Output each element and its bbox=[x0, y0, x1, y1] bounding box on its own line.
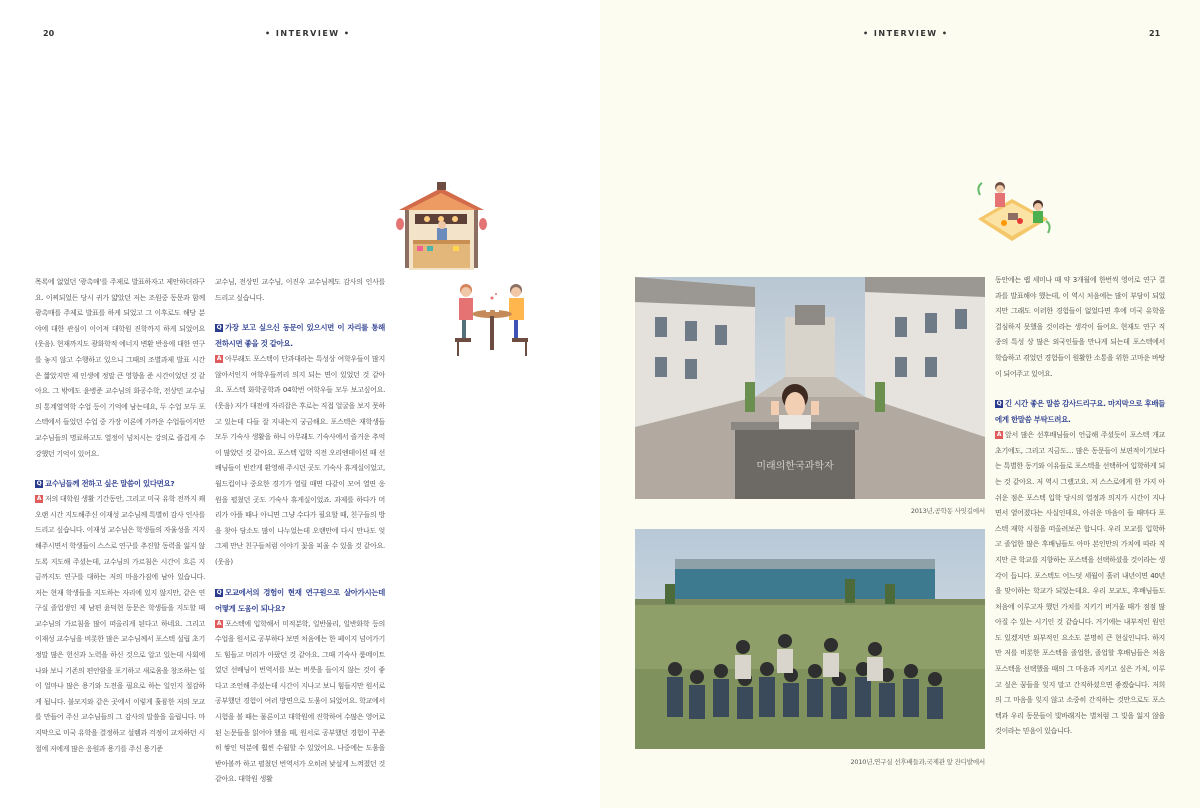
paragraph: 교수님, 전상민 교수님, 이진우 교수님께도 감사의 인사를 드리고 싶습니다. bbox=[215, 278, 385, 302]
left-column-1 bbox=[35, 275, 205, 757]
food-stall-illustration bbox=[393, 180, 490, 272]
right-column bbox=[995, 273, 1165, 740]
left-page-number: 20 bbox=[43, 29, 55, 38]
cafe-couple-illustration bbox=[452, 280, 534, 358]
answer-2 bbox=[215, 352, 385, 570]
question-text: 긴 시간 좋은 말씀 감사드리구요. 마지막으로 후배들에게 한말씀 부탁드려요. bbox=[995, 399, 1165, 425]
question-3 bbox=[215, 585, 385, 617]
picnic-illustration bbox=[970, 175, 1054, 249]
question-text: 모교에서의 경험이 현재 연구원으로 살아가시는데 어떻게 도움이 되나요? bbox=[215, 587, 385, 613]
answer-text: 아무래도 포스텍이 단과대라는 특성상 여학우들이 많지 않아서인지 여학우들끼리 의지 되는 면이 있었던 것 같아요. 포스텍 화학공학과 04학번 여학우들 모두 보고싶어요. (웃음) 저가 대전에 자리잡은 후로는 직접 얼굴을 보지 못하고 있는데 다들 잘 지내는지 궁금해요. 포스텍은 재학생들 모두 기숙사 생활을 하니 아무래도 기숙사에서 즐거운 추억이 많았던 것 같아요. 포스텍 입학 직전 오리엔테이션 때 선배님들이 빈칸게 환영해 주시던 곳도 기숙사 휴게실이었고, 월드컵이나 중요한 경기가 열릴 때면 다같이 모여 열띤 응원을 펼쳤던 곳도 기숙사 휴게실이었죠. 과제를 하다가 머리가 아플 때나 아니면 그냥 수다가 필요할 때, 친구들의 방을 찾아 담소도 많이 나누었는데 오랜만에 다시 만나도 엊그제 만난 친구들처럼 이야기 꽃을 피울 수 있을 것 같아요.(웃음) bbox=[215, 355, 385, 566]
answer-4 bbox=[995, 428, 1165, 740]
right-page-number: 21 bbox=[1149, 29, 1161, 38]
answer-text: 앞서 많은 선후배님들이 언급해 주셨듯이 포스텍 개교 초기에도, 그리고 지금도… 많은 동문들이 보편적이기보다는 특별한 동기와 이유들로 포스텍을 선택하여 입학하게 되는 것 같아요. 저 역시 그랬고요. 저 스스로에게 한 가지 아쉬운 점은 포스텍 입학 당시의 열정과 의지가 시간이 지나면서 옅어졌다는 사실인데요, 아쉬운 마음이 들 때마다 포스텍 재학 시절을 떠올려보곤 합니다. 우리 모교를 입학하고 졸업한 많은 후배님들도 아마 본인만의 가치에 따라 직지만 큰 학교를 지향하는 포스텍을 선택하셨을 것이라는 생각이 듭니다. 포스텍도 어느덧 세월이 흘러 내년이면 40년을 맞이하는 학교가 되었는데요. 우리 모교도, 후배님들도 처음에 이루고자 했던 가치를 지키기 버거울 때가 점점 많아질 수 있는 시기인 것 같습니다. 거기에는 내부적인 원인도 있겠지만 외부적인 요소도 분명히 큰 현실인니다. 하지만 저를 비롯한 포스텍을 졸업한, 졸업할 후배님들은 처음 포스텍을 선택했을 때의 그 마음과 지키고 싶은 가치, 이루고 싶은 꿈들을 잊지 말고 간직하셨으면 좋겠습니다. 저희의 그 마음을 잊지 않고 소중히 간직하는 것만으로도 포스텍과 우리 동문들이 빛바래지는 별처럼 그 빛을 잃지 않을 것이라는 믿음이 있습니다. bbox=[995, 431, 1165, 736]
question-4 bbox=[995, 396, 1165, 428]
plaque-text: 미래의한국과학자 bbox=[756, 461, 834, 472]
question-2 bbox=[215, 320, 385, 352]
question-mark-icon: Q bbox=[996, 400, 1002, 408]
campus-photo bbox=[635, 277, 985, 499]
answer-1 bbox=[35, 492, 205, 757]
right-header-label: • INTERVIEW • bbox=[863, 29, 949, 38]
group-photo bbox=[635, 529, 985, 749]
campus-photo-caption: 2013년,공학동 사잇길에서 bbox=[910, 507, 985, 515]
answer-text: 저의 대학원 생활 기간동안, 그리고 미국 유학 전까지 꽤 오랜 시간 지도해주신 이재성 교수님께 특별히 감사 인사를 드리고 싶습니다. 이재성 교수님은 학생들의 자율성을 지지해주시면서 학생들이 스스로 연구를 추진할 동력을 잃지 않도록 지도해 주셨는데, 교수님의 가르침은 시간이 흐른 지금까지도 연구를 대하는 저의 마음가짐에 남아 있습니다. 저는 현재 학생들을 지도하는 자리에 있지 않지만, 같은 연구실 졸업생인 제 남편 윤덕현 동문은 학생들을 지도할 때 교수님의 가르침을 많이 떠올리게 된다고 하네요. 그리고 이재성 교수님을 비롯한 많은 교수님께서 포스텍 설립 초기 정말 많은 헌신과 노력을 하신 것으로 알고 있는데 사회에 나와 보니 기존의 편안함을 포기하고 새로움을 창조하는 일이 얼마나 많은 용기와 도전을 필요로 하는 일인지 절감하게 됩니다. 불모지와 같은 곳에서 이렇게 훌륭한 저의 모교를 만들어 주신 교수님들의 그 감사의 말씀을 올립니다. 마지막으로 미국 유학을 결정하고 설렘과 걱정이 교차하던 시절에 저에게 많은 응원과 용기를 주신 용기준 bbox=[35, 495, 205, 753]
answer-3 bbox=[215, 617, 385, 789]
question-mark-icon: Q bbox=[216, 588, 222, 596]
question-mark-icon: Q bbox=[216, 324, 222, 332]
question-1 bbox=[35, 476, 205, 492]
question-mark-icon: Q bbox=[36, 480, 42, 488]
left-column-2 bbox=[215, 275, 385, 788]
answer-mark-icon: A bbox=[216, 355, 222, 363]
answer-mark-icon: A bbox=[216, 619, 222, 627]
paragraph: 동안에는 랩 세미나 때 약 3개월에 한번씩 영어로 연구 결과를 발표해야 했는데, 이 역시 처음에는 많이 부담이 되었지만 그래도 이러한 경험들이 없었다면 후에 미국 유학을 결심하지 못했을 것이라는 생각이 들어요. 현재도 연구 직종의 특성 상 많은 외국인들을 만나게 되는데 포스텍에서 학습하고 겪었던 경험들이 원활한 소통을 위한 고마운 바탕이 되어주고 있어요. bbox=[995, 276, 1165, 378]
answer-mark-icon: A bbox=[996, 431, 1002, 439]
answer-mark-icon: A bbox=[36, 495, 42, 503]
paragraph: 목록에 없었던 '광촉매'를 주제로 발표하자고 제안하더라구요. 이찌되었든 당시 귀가 얇았던 저는 조원중 동문과 함께 광촉매를 주제로 발표를 하게 되었고 그 이후로도 해당 분야에 대한 관심이 이어져 대학원 진학까지 하게 되었어요(웃음). 현재까지도 광화학적 에너지 변환 반응에 대한 연구를 놓지 않고 수행하고 있으니 그때의 조별과제 발표 시간은 짧았지만 제 인생에 정말 큰 영향을 준 시간이었던 것 같아요. 그 밖에도 윤병준 교수님의 화공수학, 전상민 교수님의 통계열역학 수업 등이 기억에 남는데요, 두 수업 모두 포스텍에서 들었던 수업 중 가장 이론에 가까운 수업들이지만 교수님들의 명료하고도 열정이 넘치시는 강의로 즐겁게 수강했던 기억이 있어요. bbox=[35, 278, 205, 458]
question-text: 교수님들께 전하고 싶은 말씀이 있다면요? bbox=[45, 479, 175, 489]
answer-text: 포스텍에 입학해서 미적분학, 일반물리, 일반화학 등의 수업을 원서로 공부하다 보면 처음에는 한 페이지 넘어가기도 힘들고 머리가 아팠던 것 같아요. 그때 기숙사 룸메이트였던 선배님이 번역서를 보는 버릇을 들이지 않는 것이 좋다고 조언해 주셨는데 시간이 지나고 보니 힘들지만 원서로 공부했던 경험이 여러 방면으로 도움이 되었어요. 학교에서 시험을 볼 때는 물론이고 대학원에 진학하여 수많은 영어로 된 논문들을 읽어야 했을 때, 원서로 공부했던 경험이 꾸준히 쌓인 덕분에 훨씬 수월할 수 있었어요. 나중에는 도움을 받아볼까 하고 펼쳤던 번역서가 오히려 낯설게 느껴졌던 것 같아요. 대학원 생활 bbox=[215, 619, 385, 784]
right-page bbox=[600, 0, 1200, 808]
group-photo-caption: 2010년,연구실 선후배들과,국제관 앞 잔디밭에서 bbox=[850, 758, 985, 766]
left-header-label: • INTERVIEW • bbox=[265, 29, 351, 38]
question-text: 가장 보고 싶으신 동문이 있으시면 이 자리를 통해 전하시면 좋을 것 같아요. bbox=[215, 323, 385, 349]
